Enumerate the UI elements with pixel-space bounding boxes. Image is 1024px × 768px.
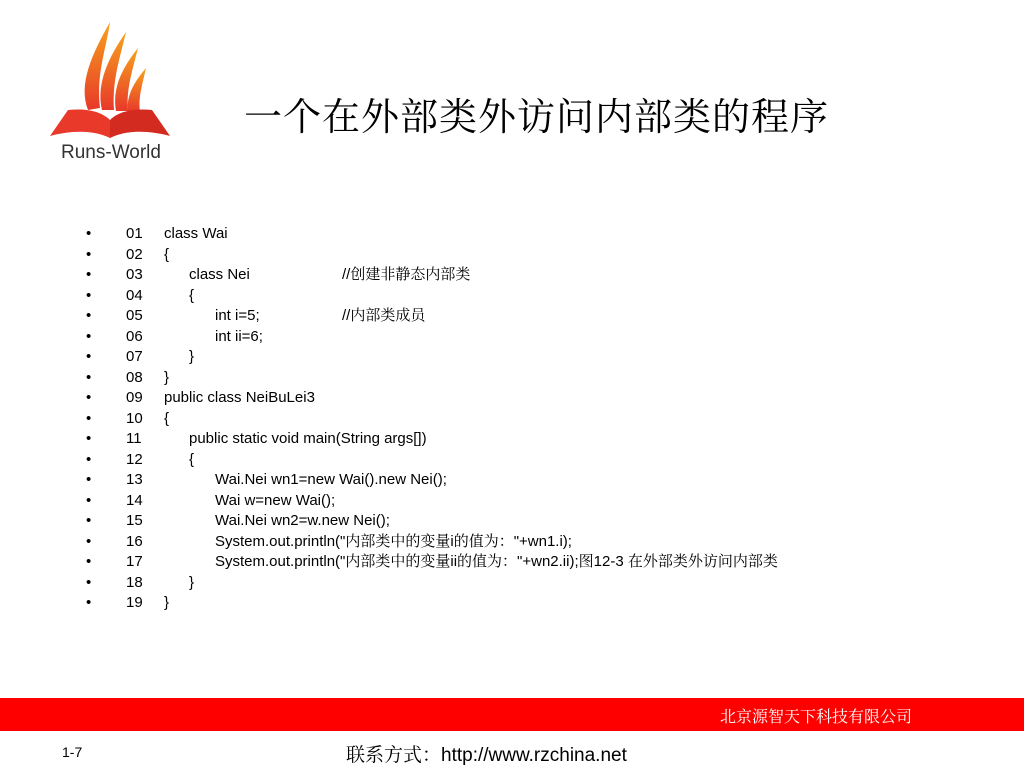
- code-text: {: [164, 409, 170, 427]
- bullet-icon: •: [86, 389, 92, 406]
- code-comment: //内部类成员: [342, 307, 426, 324]
- code-text: System.out.println("内部类中的变量ii的值为："+wn2.ii);图12-3 在外部类外访问内部类: [215, 553, 778, 570]
- code-text: Wai.Nei wn1=new Wai().new Nei();: [215, 471, 447, 488]
- code-text: class Nei: [189, 266, 250, 283]
- line-number: 07: [126, 348, 143, 365]
- bullet-icon: •: [86, 512, 92, 529]
- code-text: System.out.println("内部类中的变量i的值为："+wn1.i);: [215, 532, 572, 550]
- bullet-icon: •: [86, 307, 92, 324]
- bullet-icon: •: [86, 594, 92, 611]
- bullet-icon: •: [86, 225, 92, 242]
- line-number: 12: [126, 450, 143, 468]
- bullet-icon: •: [86, 491, 92, 509]
- bullet-icon: •: [86, 327, 92, 345]
- code-text: int ii=6;: [215, 327, 263, 345]
- line-number: 18: [126, 573, 143, 591]
- code-text: {: [189, 286, 195, 304]
- code-text: }: [164, 594, 170, 611]
- bullet-icon: •: [86, 553, 92, 570]
- line-number: 08: [126, 368, 143, 386]
- line-number: 19: [126, 594, 143, 611]
- company-name: 北京源智天下科技有限公司: [719, 707, 912, 726]
- footer-bar: [0, 698, 1024, 731]
- bullet-icon: •: [86, 266, 92, 283]
- line-number: 10: [126, 409, 143, 427]
- code-comment: //创建非静态内部类: [342, 266, 471, 283]
- line-number: 14: [126, 491, 143, 509]
- bullet-icon: •: [86, 430, 92, 447]
- slide-title: 一个在外部类外访问内部类的程序: [244, 95, 830, 139]
- bullet-icon: •: [86, 245, 92, 263]
- flame-book-icon: [48, 14, 174, 144]
- page-number: 1-7: [62, 744, 83, 760]
- code-text: }: [164, 368, 170, 386]
- line-number: 04: [126, 286, 143, 304]
- logo-text: Runs-World: [61, 142, 161, 163]
- line-number: 01: [126, 225, 143, 242]
- code-text: }: [189, 348, 195, 365]
- line-number: 06: [126, 327, 143, 345]
- contact-info: 联系方式：http://www.rzchina.net: [346, 745, 627, 766]
- code-text: {: [164, 245, 170, 263]
- line-number: 05: [126, 307, 143, 324]
- bullet-icon: •: [86, 471, 92, 488]
- code-text: public static void main(String args[]): [189, 430, 427, 447]
- line-number: 15: [126, 512, 143, 529]
- line-number: 09: [126, 389, 143, 406]
- runs-world-logo: [48, 14, 174, 166]
- code-text: class Wai: [164, 225, 228, 242]
- line-number: 03: [126, 266, 143, 283]
- bullet-icon: •: [86, 286, 92, 304]
- bullet-icon: •: [86, 573, 92, 591]
- code-text: int i=5;: [215, 307, 260, 324]
- code-text: Wai w=new Wai();: [215, 491, 336, 509]
- bullet-icon: •: [86, 348, 92, 365]
- code-text: }: [189, 573, 195, 591]
- line-number: 11: [126, 430, 142, 447]
- bullet-icon: •: [86, 450, 92, 468]
- line-number: 16: [126, 532, 143, 550]
- line-number: 17: [126, 553, 143, 570]
- code-text: {: [189, 450, 195, 468]
- line-number: 13: [126, 471, 143, 488]
- bullet-icon: •: [86, 532, 92, 550]
- bullet-icon: •: [86, 368, 92, 386]
- code-text: public class NeiBuLei3: [164, 389, 315, 406]
- line-number: 02: [126, 245, 143, 263]
- code-text: Wai.Nei wn2=w.new Nei();: [215, 512, 390, 529]
- bullet-icon: •: [86, 409, 92, 427]
